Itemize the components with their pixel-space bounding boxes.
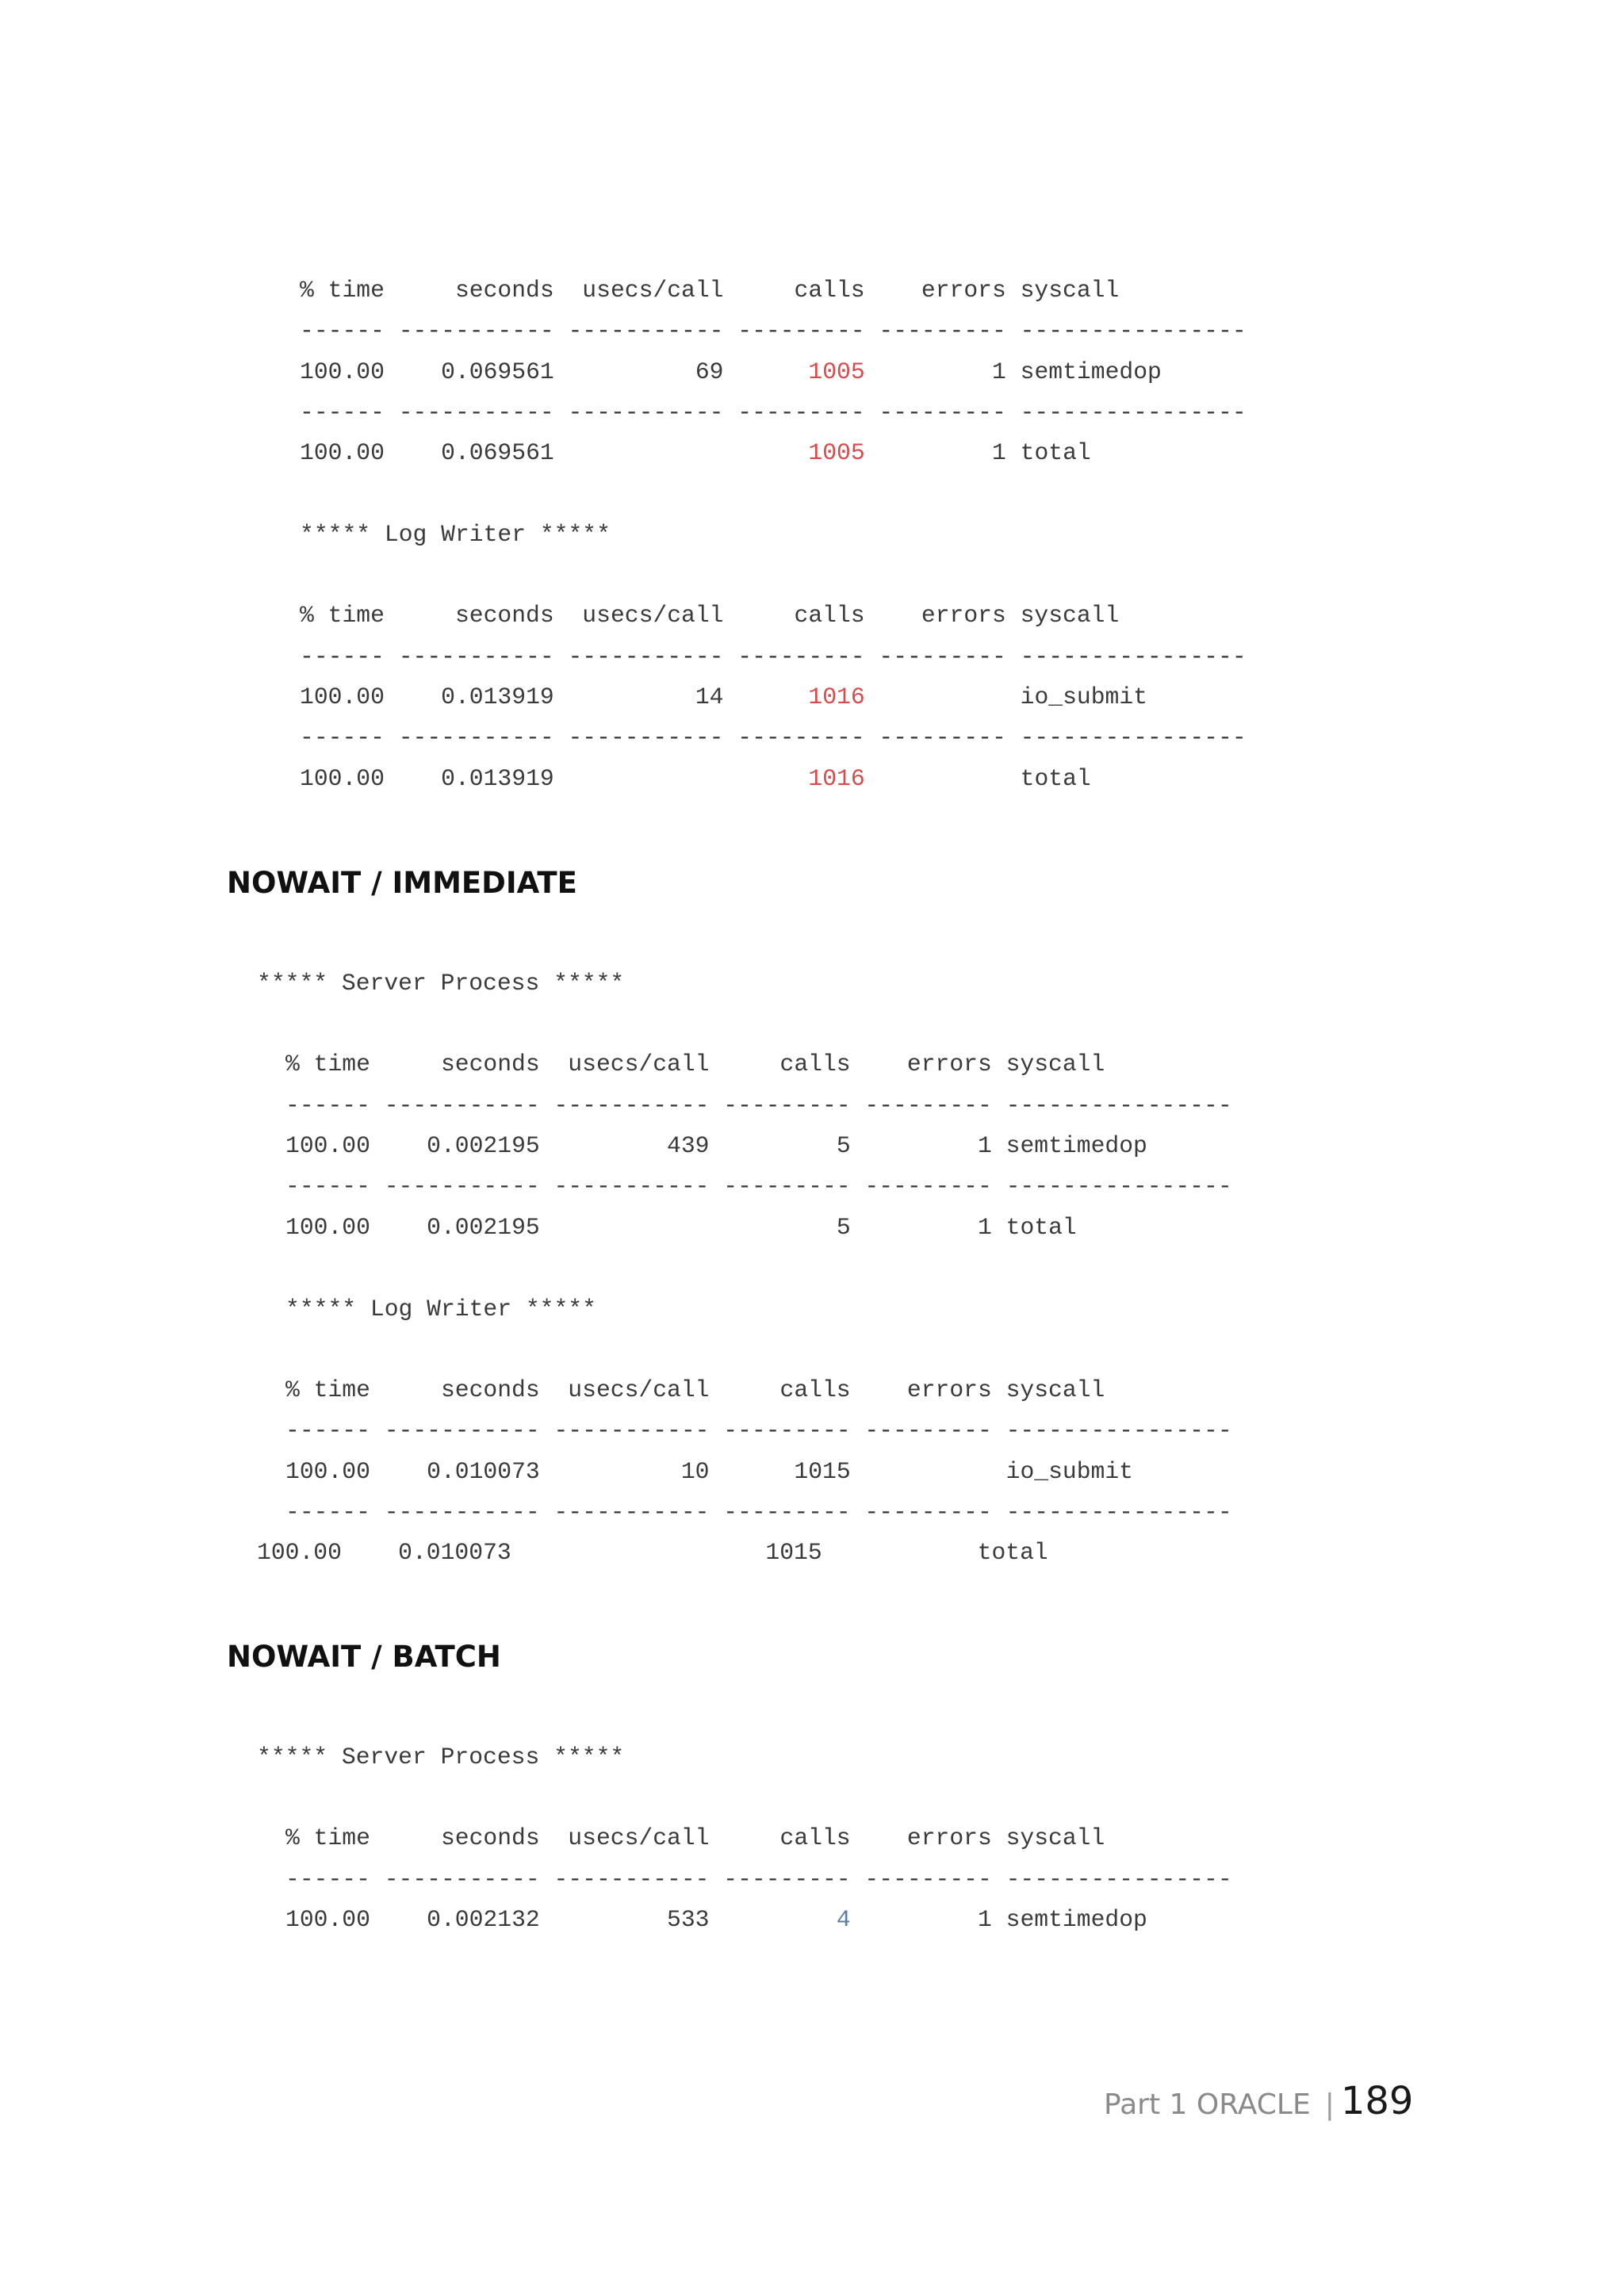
table-separator: ------ ----------- ----------- --------- --------- ---------------- — [300, 643, 1247, 670]
table-row — [300, 683, 1147, 711]
seconds-cell: 0.002195 — [427, 1132, 540, 1159]
table-total-row — [285, 1213, 1077, 1242]
pct-cell: 100.00 — [285, 1906, 370, 1933]
table-separator: ------ ----------- ----------- --------- --------- ---------------- — [285, 1417, 1232, 1444]
errors-cell: 1 — [992, 358, 1006, 385]
calls-cell: 1005 — [808, 439, 865, 466]
errors-cell: 1 — [978, 1214, 992, 1241]
table-separator: ------ ----------- ----------- --------- --------- ---------------- — [285, 1173, 1232, 1200]
pct-cell: 100.00 — [300, 439, 385, 466]
pct-cell: 100.00 — [300, 765, 385, 792]
pct-cell: 100.00 — [257, 1539, 342, 1566]
server-process-title: ***** Server Process ***** — [257, 970, 625, 997]
errors-cell: 1 — [992, 439, 1006, 466]
table-header: % time seconds usecs/call calls errors syscall — [300, 277, 1120, 304]
calls-cell: 5 — [836, 1214, 851, 1241]
seconds-cell: 0.010073 — [427, 1458, 540, 1485]
syscall-cell: semtimedop — [1020, 358, 1162, 385]
table-separator: ------ ----------- ----------- --------- --------- ---------------- — [300, 724, 1247, 751]
calls-cell: 1015 — [765, 1539, 822, 1566]
syscall-cell: total — [1005, 1214, 1077, 1241]
calls-cell: 4 — [836, 1906, 851, 1933]
syscall-cell: semtimedop — [1005, 1132, 1147, 1159]
table-header: % time seconds usecs/call calls errors syscall — [300, 602, 1120, 629]
table-separator: ------ ----------- ----------- --------- --------- ---------------- — [285, 1499, 1232, 1525]
calls-cell: 1016 — [808, 765, 865, 792]
table-row — [285, 1131, 1147, 1160]
table-total-row — [257, 1538, 1048, 1567]
syscall-cell: total — [977, 1539, 1048, 1566]
table-separator: ------ ----------- ----------- --------- --------- ---------------- — [300, 317, 1247, 344]
syscall-cell: io_submit — [1020, 683, 1147, 710]
usecs-cell: 10 — [680, 1458, 710, 1485]
table-row — [285, 1905, 1147, 1934]
calls-cell: 1015 — [794, 1458, 851, 1485]
table-header: % time seconds usecs/call calls errors syscall — [285, 1376, 1105, 1403]
table-row — [285, 1457, 1133, 1486]
syscall-cell: total — [1020, 439, 1091, 466]
usecs-cell: 14 — [695, 683, 724, 710]
log-writer-title: ***** Log Writer ***** — [300, 521, 611, 548]
table-header: % time seconds usecs/call calls errors syscall — [285, 1051, 1105, 1078]
seconds-cell: 0.002195 — [427, 1214, 540, 1241]
usecs-cell: 439 — [667, 1132, 710, 1159]
footer-divider: | — [1324, 2088, 1335, 2121]
pct-cell: 100.00 — [300, 683, 385, 710]
seconds-cell: 0.069561 — [441, 439, 554, 466]
calls-cell: 1016 — [808, 683, 865, 710]
page-footer — [1104, 2079, 1413, 2123]
pct-cell: 100.00 — [285, 1458, 370, 1485]
log-writer-title: ***** Log Writer ***** — [285, 1296, 596, 1323]
table-header: % time seconds usecs/call calls errors syscall — [285, 1824, 1105, 1851]
seconds-cell: 0.002132 — [427, 1906, 540, 1933]
table-separator: ------ ----------- ----------- --------- --------- ---------------- — [285, 1092, 1232, 1119]
table-total-row — [300, 764, 1091, 793]
pct-cell: 100.00 — [285, 1132, 370, 1159]
syscall-cell: semtimedop — [1005, 1906, 1147, 1933]
section-heading: NOWAIT / BATCH — [227, 1640, 501, 1674]
calls-cell: 5 — [836, 1132, 851, 1159]
seconds-cell: 0.013919 — [441, 683, 554, 710]
errors-cell: 1 — [978, 1906, 992, 1933]
seconds-cell: 0.069561 — [441, 358, 554, 385]
pct-cell: 100.00 — [285, 1214, 370, 1241]
running-header: Part 1 ORACLE — [1104, 2088, 1311, 2121]
server-process-title: ***** Server Process ***** — [257, 1744, 625, 1770]
pct-cell: 100.00 — [300, 358, 385, 385]
seconds-cell: 0.013919 — [441, 765, 554, 792]
page-number: 189 — [1340, 2079, 1414, 2123]
table-total-row — [300, 438, 1091, 467]
table-row — [300, 358, 1162, 386]
seconds-cell: 0.010073 — [398, 1539, 511, 1566]
section-heading: NOWAIT / IMMEDIATE — [227, 866, 577, 900]
usecs-cell: 69 — [695, 358, 724, 385]
usecs-cell: 533 — [667, 1906, 710, 1933]
table-separator: ------ ----------- ----------- --------- --------- ---------------- — [300, 399, 1247, 426]
syscall-cell: io_submit — [1005, 1458, 1133, 1485]
syscall-cell: total — [1020, 765, 1091, 792]
table-separator: ------ ----------- ----------- --------- --------- ---------------- — [285, 1866, 1232, 1893]
errors-cell: 1 — [978, 1132, 992, 1159]
calls-cell: 1005 — [808, 358, 865, 385]
